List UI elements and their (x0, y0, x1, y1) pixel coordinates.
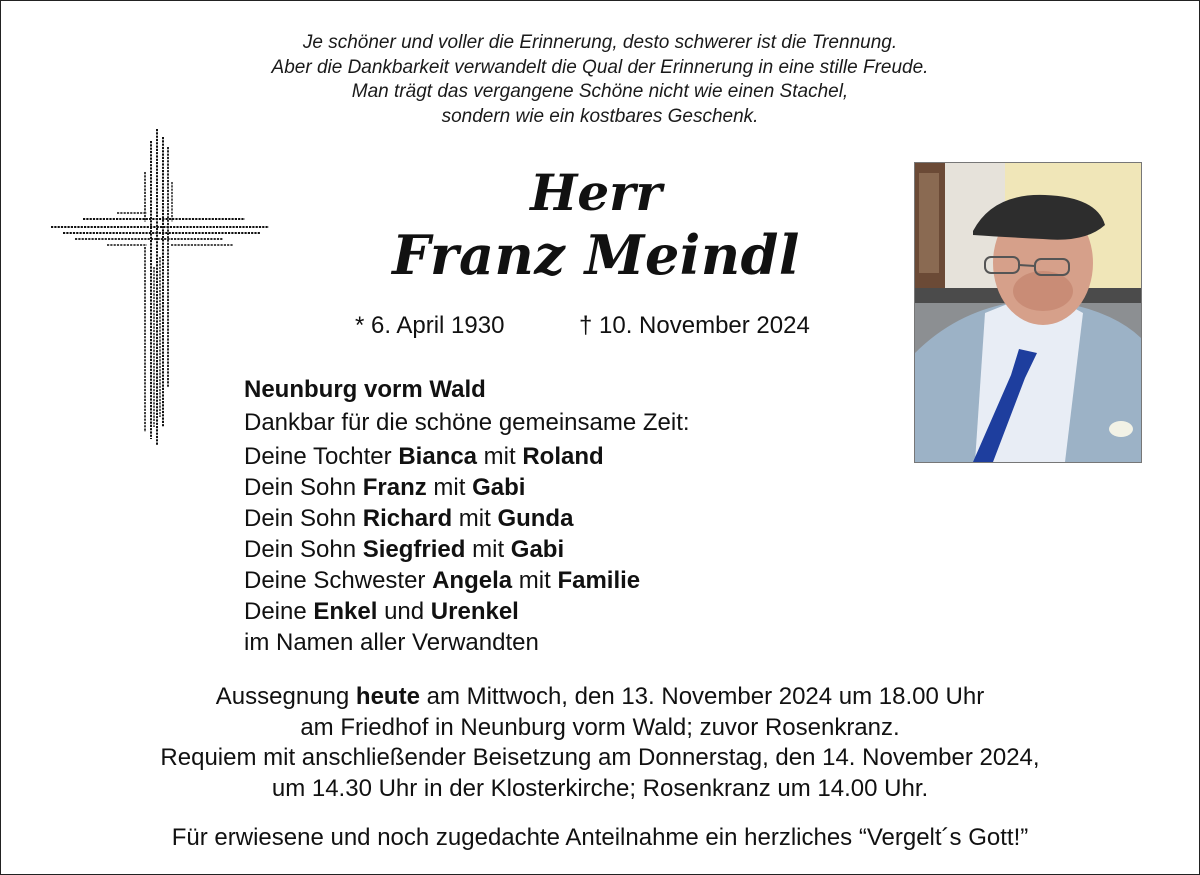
mourner-partner: Gunda (497, 505, 574, 532)
service-text: Aussegnung (215, 683, 356, 710)
mourner-name: Richard (362, 505, 453, 532)
mourner-name: Bianca (398, 443, 478, 470)
mourner-connector: mit (426, 474, 473, 501)
mourner-name: Angela (432, 567, 513, 594)
service-text: am Mittwoch, den 13. November 2024 um 18.00 Uhr (419, 683, 985, 710)
service-line-1 (1, 682, 1199, 713)
cross-icon (47, 127, 273, 452)
mourner-line (244, 472, 690, 503)
deceased-name: Franz Meindl (392, 223, 800, 287)
mourner-connector: mit (512, 567, 558, 594)
mourner-name: Siegfried (362, 536, 466, 563)
mourners-block (244, 374, 690, 658)
mourner-connector: und (377, 598, 431, 625)
mourner-relation: Dein Sohn (244, 536, 363, 563)
mourner-name: Enkel (313, 598, 378, 625)
mourner-relation: Dein Sohn (244, 474, 363, 501)
salutation: Herr (530, 163, 662, 222)
mourner-partner: Gabi (510, 536, 565, 563)
mourner-connector: mit (477, 443, 523, 470)
mourner-line (244, 596, 690, 627)
mourner-partner: Urenkel (430, 598, 519, 625)
mourner-line (244, 565, 690, 596)
mourner-connector: mit (452, 505, 498, 532)
service-info (1, 682, 1199, 804)
relatives-line: im Namen aller Verwandten (244, 629, 539, 656)
mourner-relation: Dein Sohn (244, 505, 363, 532)
mourner-line (244, 441, 690, 472)
quote-line-4: sondern wie ein kostbares Geschenk. (441, 105, 759, 127)
place-name: Neunburg vorm Wald (244, 376, 486, 403)
mourner-relation: Deine Schwester (244, 567, 433, 594)
thanks-line: Dankbar für die schöne gemeinsame Zeit: (244, 409, 690, 436)
mourner-line (244, 503, 690, 534)
death-date: † 10. November 2024 (579, 312, 810, 339)
portrait-photo (914, 162, 1142, 463)
mourner-partner: Familie (557, 567, 641, 594)
memorial-quote (1, 31, 1199, 129)
quote-line-2: Aber die Dankbarkeit verwandelt die Qual der Erinnerung in eine stille Freude. (271, 56, 929, 78)
mourner-relation: Deine Tochter (244, 443, 399, 470)
service-emphasis: heute (355, 683, 420, 710)
quote-line-1: Je schöner und voller die Erinnerung, desto schwerer ist die Trennung. (302, 32, 898, 53)
service-line-3: Requiem mit anschließender Beisetzung am Donnerstag, den 14. November 2024, (160, 744, 1040, 771)
mourner-name: Franz (362, 474, 427, 501)
service-line-2: am Friedhof in Neunburg vorm Wald; zuvor Rosenkranz. (300, 713, 900, 741)
mourner-connector: mit (465, 536, 511, 563)
closing-thanks: Für erwiesene und noch zugedachte Anteilnahme ein herzliches “Vergelt´s Gott!” (171, 824, 1029, 851)
mourner-partner: Roland (522, 443, 604, 470)
quote-line-3: Man trägt das vergangene Schöne nicht wie einen Stachel, (351, 81, 849, 102)
mourner-partner: Gabi (472, 474, 526, 501)
service-line-4: um 14.30 Uhr in der Klosterkirche; Rosenkranz um 14.00 Uhr. (271, 774, 929, 802)
mourner-line (244, 534, 690, 565)
birth-date: * 6. April 1930 (355, 312, 505, 339)
mourner-relation: Deine (244, 598, 314, 625)
